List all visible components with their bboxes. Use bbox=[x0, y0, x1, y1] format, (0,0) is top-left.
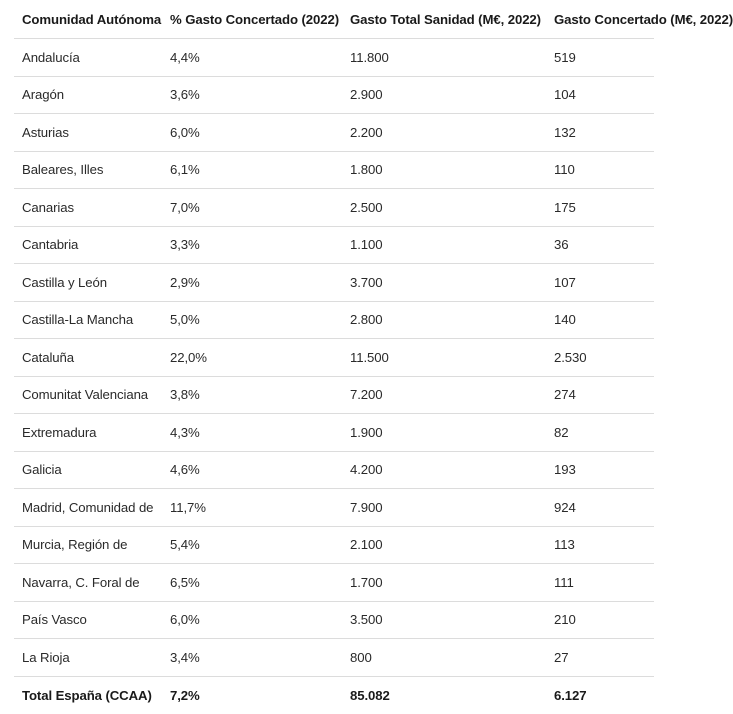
table-row bbox=[14, 526, 654, 564]
cell-pct-concertado: 3,4% bbox=[162, 639, 342, 677]
cell-comunidad: Castilla-La Mancha bbox=[14, 301, 162, 339]
cell-gasto-total: 1.100 bbox=[342, 226, 546, 264]
cell-comunidad: Navarra, C. Foral de bbox=[14, 564, 162, 602]
cell-gasto-concertado: 36 bbox=[546, 226, 654, 264]
table-row bbox=[14, 451, 654, 489]
cell-gasto-concertado: 107 bbox=[546, 264, 654, 302]
cell-comunidad: Baleares, Illes bbox=[14, 151, 162, 189]
cell-comunidad: Comunitat Valenciana bbox=[14, 376, 162, 414]
cell-gasto-total: 7.200 bbox=[342, 376, 546, 414]
cell-gasto-total: 1.900 bbox=[342, 414, 546, 452]
cell-gasto-total: 3.700 bbox=[342, 264, 546, 302]
cell-gasto-total: 2.200 bbox=[342, 114, 546, 152]
cell-gasto-total: 2.800 bbox=[342, 301, 546, 339]
cell-pct-concertado: 3,3% bbox=[162, 226, 342, 264]
cell-gasto-total: 2.100 bbox=[342, 526, 546, 564]
table-row bbox=[14, 414, 654, 452]
total-gasto-concertado: 6.127 bbox=[554, 687, 587, 703]
table-row bbox=[14, 189, 654, 227]
table-row bbox=[14, 564, 654, 602]
cell-comunidad: Madrid, Comunidad de bbox=[14, 489, 162, 527]
cell-gasto-concertado: 27 bbox=[546, 639, 654, 677]
table-row bbox=[14, 339, 654, 377]
cell-pct-concertado: 6,0% bbox=[162, 601, 342, 639]
cell-comunidad: Cataluña bbox=[14, 339, 162, 377]
table-row bbox=[14, 39, 654, 77]
cell-gasto-concertado: 110 bbox=[546, 151, 654, 189]
table-row bbox=[14, 264, 654, 302]
cell-gasto-concertado: 175 bbox=[546, 189, 654, 227]
total-label: Total España (CCAA) bbox=[22, 687, 152, 703]
cell-pct-concertado: 22,0% bbox=[162, 339, 342, 377]
table-row bbox=[14, 151, 654, 189]
cell-gasto-total: 1.800 bbox=[342, 151, 546, 189]
cell-pct-concertado: 6,5% bbox=[162, 564, 342, 602]
cell-gasto-total: 4.200 bbox=[342, 451, 546, 489]
cell-comunidad: Cantabria bbox=[14, 226, 162, 264]
table-body bbox=[14, 39, 654, 677]
cell-comunidad: País Vasco bbox=[14, 601, 162, 639]
cell-gasto-total: 800 bbox=[342, 639, 546, 677]
table-row bbox=[14, 76, 654, 114]
cell-gasto-concertado: 132 bbox=[546, 114, 654, 152]
cell-gasto-total: 1.700 bbox=[342, 564, 546, 602]
column-header-comunidad: Comunidad Autónoma bbox=[14, 0, 162, 39]
cell-comunidad: Canarias bbox=[14, 189, 162, 227]
data-table bbox=[14, 0, 733, 714]
table-row bbox=[14, 114, 654, 152]
table-row bbox=[14, 639, 654, 677]
cell-gasto-concertado: 82 bbox=[546, 414, 654, 452]
cell-pct-concertado: 3,8% bbox=[162, 376, 342, 414]
cell-comunidad: Andalucía bbox=[14, 39, 162, 77]
cell-pct-concertado: 6,0% bbox=[162, 114, 342, 152]
cell-pct-concertado: 4,4% bbox=[162, 39, 342, 77]
cell-gasto-concertado: 111 bbox=[546, 564, 654, 602]
table-row bbox=[14, 601, 654, 639]
cell-gasto-total: 11.800 bbox=[342, 39, 546, 77]
cell-gasto-concertado: 193 bbox=[546, 451, 654, 489]
cell-comunidad: Aragón bbox=[14, 76, 162, 114]
column-header-gasto-concertado: Gasto Concertado (M€, 2022) bbox=[546, 0, 654, 39]
header-row bbox=[14, 0, 654, 39]
cell-comunidad: Castilla y León bbox=[14, 264, 162, 302]
table-row bbox=[14, 376, 654, 414]
cell-gasto-total: 2.900 bbox=[342, 76, 546, 114]
cell-gasto-concertado: 924 bbox=[546, 489, 654, 527]
cell-gasto-total: 11.500 bbox=[342, 339, 546, 377]
cell-gasto-total: 2.500 bbox=[342, 189, 546, 227]
cell-pct-concertado: 4,3% bbox=[162, 414, 342, 452]
cell-comunidad: Asturias bbox=[14, 114, 162, 152]
cell-pct-concertado: 7,0% bbox=[162, 189, 342, 227]
cell-pct-concertado: 2,9% bbox=[162, 264, 342, 302]
cell-gasto-concertado: 274 bbox=[546, 376, 654, 414]
cell-gasto-concertado: 104 bbox=[546, 76, 654, 114]
data-table-container bbox=[14, 0, 733, 709]
column-header-gasto-total: Gasto Total Sanidad (M€, 2022) bbox=[342, 0, 546, 39]
cell-comunidad: Extremadura bbox=[14, 414, 162, 452]
cell-pct-concertado: 5,4% bbox=[162, 526, 342, 564]
table-row bbox=[14, 226, 654, 264]
table-header bbox=[14, 0, 733, 39]
cell-pct-concertado: 5,0% bbox=[162, 301, 342, 339]
column-header-pct-concertado: % Gasto Concertado (2022) bbox=[162, 0, 342, 39]
cell-pct-concertado: 11,7% bbox=[162, 489, 342, 527]
table-footer bbox=[14, 676, 654, 714]
cell-pct-concertado: 3,6% bbox=[162, 76, 342, 114]
total-row bbox=[14, 676, 654, 714]
cell-gasto-concertado: 519 bbox=[546, 39, 654, 77]
cell-gasto-total: 3.500 bbox=[342, 601, 546, 639]
cell-gasto-concertado: 210 bbox=[546, 601, 654, 639]
total-gasto-total: 85.082 bbox=[350, 687, 390, 703]
total-pct-concertado: 7,2% bbox=[170, 687, 200, 703]
cell-pct-concertado: 4,6% bbox=[162, 451, 342, 489]
cell-gasto-concertado: 140 bbox=[546, 301, 654, 339]
cell-gasto-concertado: 113 bbox=[546, 526, 654, 564]
cell-comunidad: Galicia bbox=[14, 451, 162, 489]
cell-comunidad: La Rioja bbox=[14, 639, 162, 677]
cell-comunidad: Murcia, Región de bbox=[14, 526, 162, 564]
cell-gasto-concertado: 2.530 bbox=[546, 339, 654, 377]
cell-pct-concertado: 6,1% bbox=[162, 151, 342, 189]
table-row bbox=[14, 301, 654, 339]
cell-gasto-total: 7.900 bbox=[342, 489, 546, 527]
table-row bbox=[14, 489, 654, 527]
